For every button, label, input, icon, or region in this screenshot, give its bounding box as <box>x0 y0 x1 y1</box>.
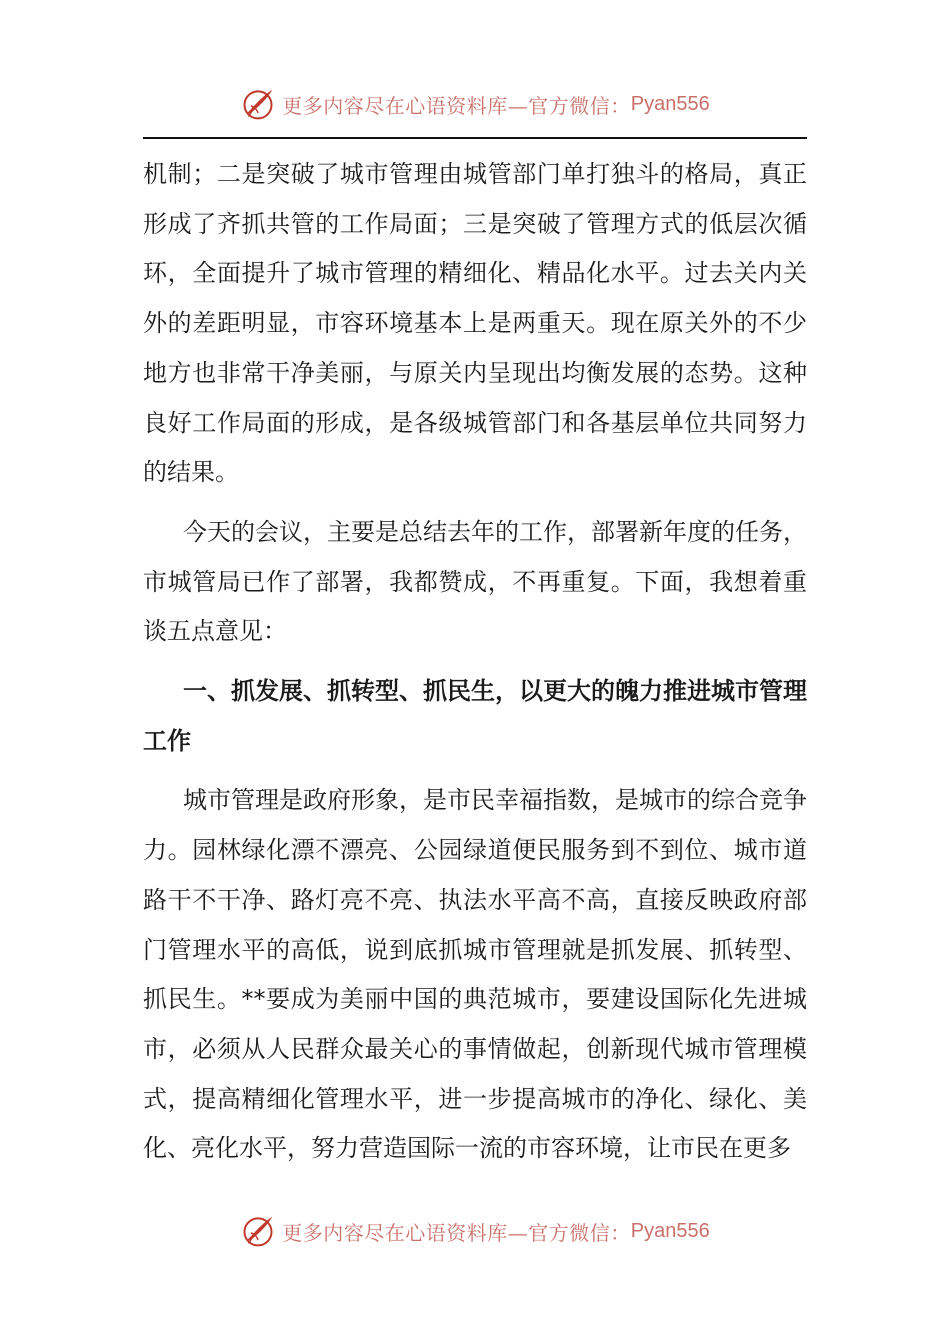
wechat-id: Pyan556 <box>630 92 710 115</box>
document-body <box>143 150 807 1184</box>
quill-pen-seal-icon <box>240 86 276 122</box>
paragraph: 城市管理是政府形象，是市民幸福指数，是城市的综合竞争力。园林绿化漂不漂亮、公园绿道便民服务到不到位、城市道路干不干净、路灯亮不亮、执法水平高不高，直接反映政府部门管理水平的高低，说到底抓城市管理就是抓发展、抓转型、抓民生。**要成为美丽中国的典范城市，要建设国际化先进城市，必须从人民群众最关心的事情做起，创新现代城市管理模式，提高精细化管理水平，进一步提高城市的净化、绿化、美化、亮化水平，努力营造国际一流的市容环境，让市民在更多 <box>143 786 807 1163</box>
paragraph: 机制；二是突破了城市管理由城管部门单打独斗的格局，真正形成了齐抓共管的工作局面；三是突破了管理方式的低层次循环，全面提升了城市管理的精细化、精品化水平。过去关内关外的差距明显，市容环境基本上是两重天。现在原关外的不少地方也非常干净美丽，与原关内呈现出均衡发展的态势。这种良好工作局面的形成，是各级城管部门和各基层单位共同努力的结果。 <box>143 160 807 487</box>
section-heading: 一、抓发展、抓转型、抓民生，以更大的魄力推进城市管理工作 <box>143 677 807 755</box>
header-divider <box>143 137 807 139</box>
footer-banner <box>0 1209 950 1253</box>
header-banner <box>0 82 950 126</box>
banner-text: 更多内容尽在心语资料库—官方微信： <box>282 1220 631 1245</box>
banner-text: 更多内容尽在心语资料库—官方微信： <box>282 93 631 118</box>
quill-pen-seal-icon <box>240 1213 276 1249</box>
paragraph: 今天的会议，主要是总结去年的工作，部署新年度的任务，市城管局已作了部署，我都赞成，不再重复。下面，我想着重谈五点意见： <box>143 517 807 646</box>
wechat-id: Pyan556 <box>630 1219 710 1242</box>
